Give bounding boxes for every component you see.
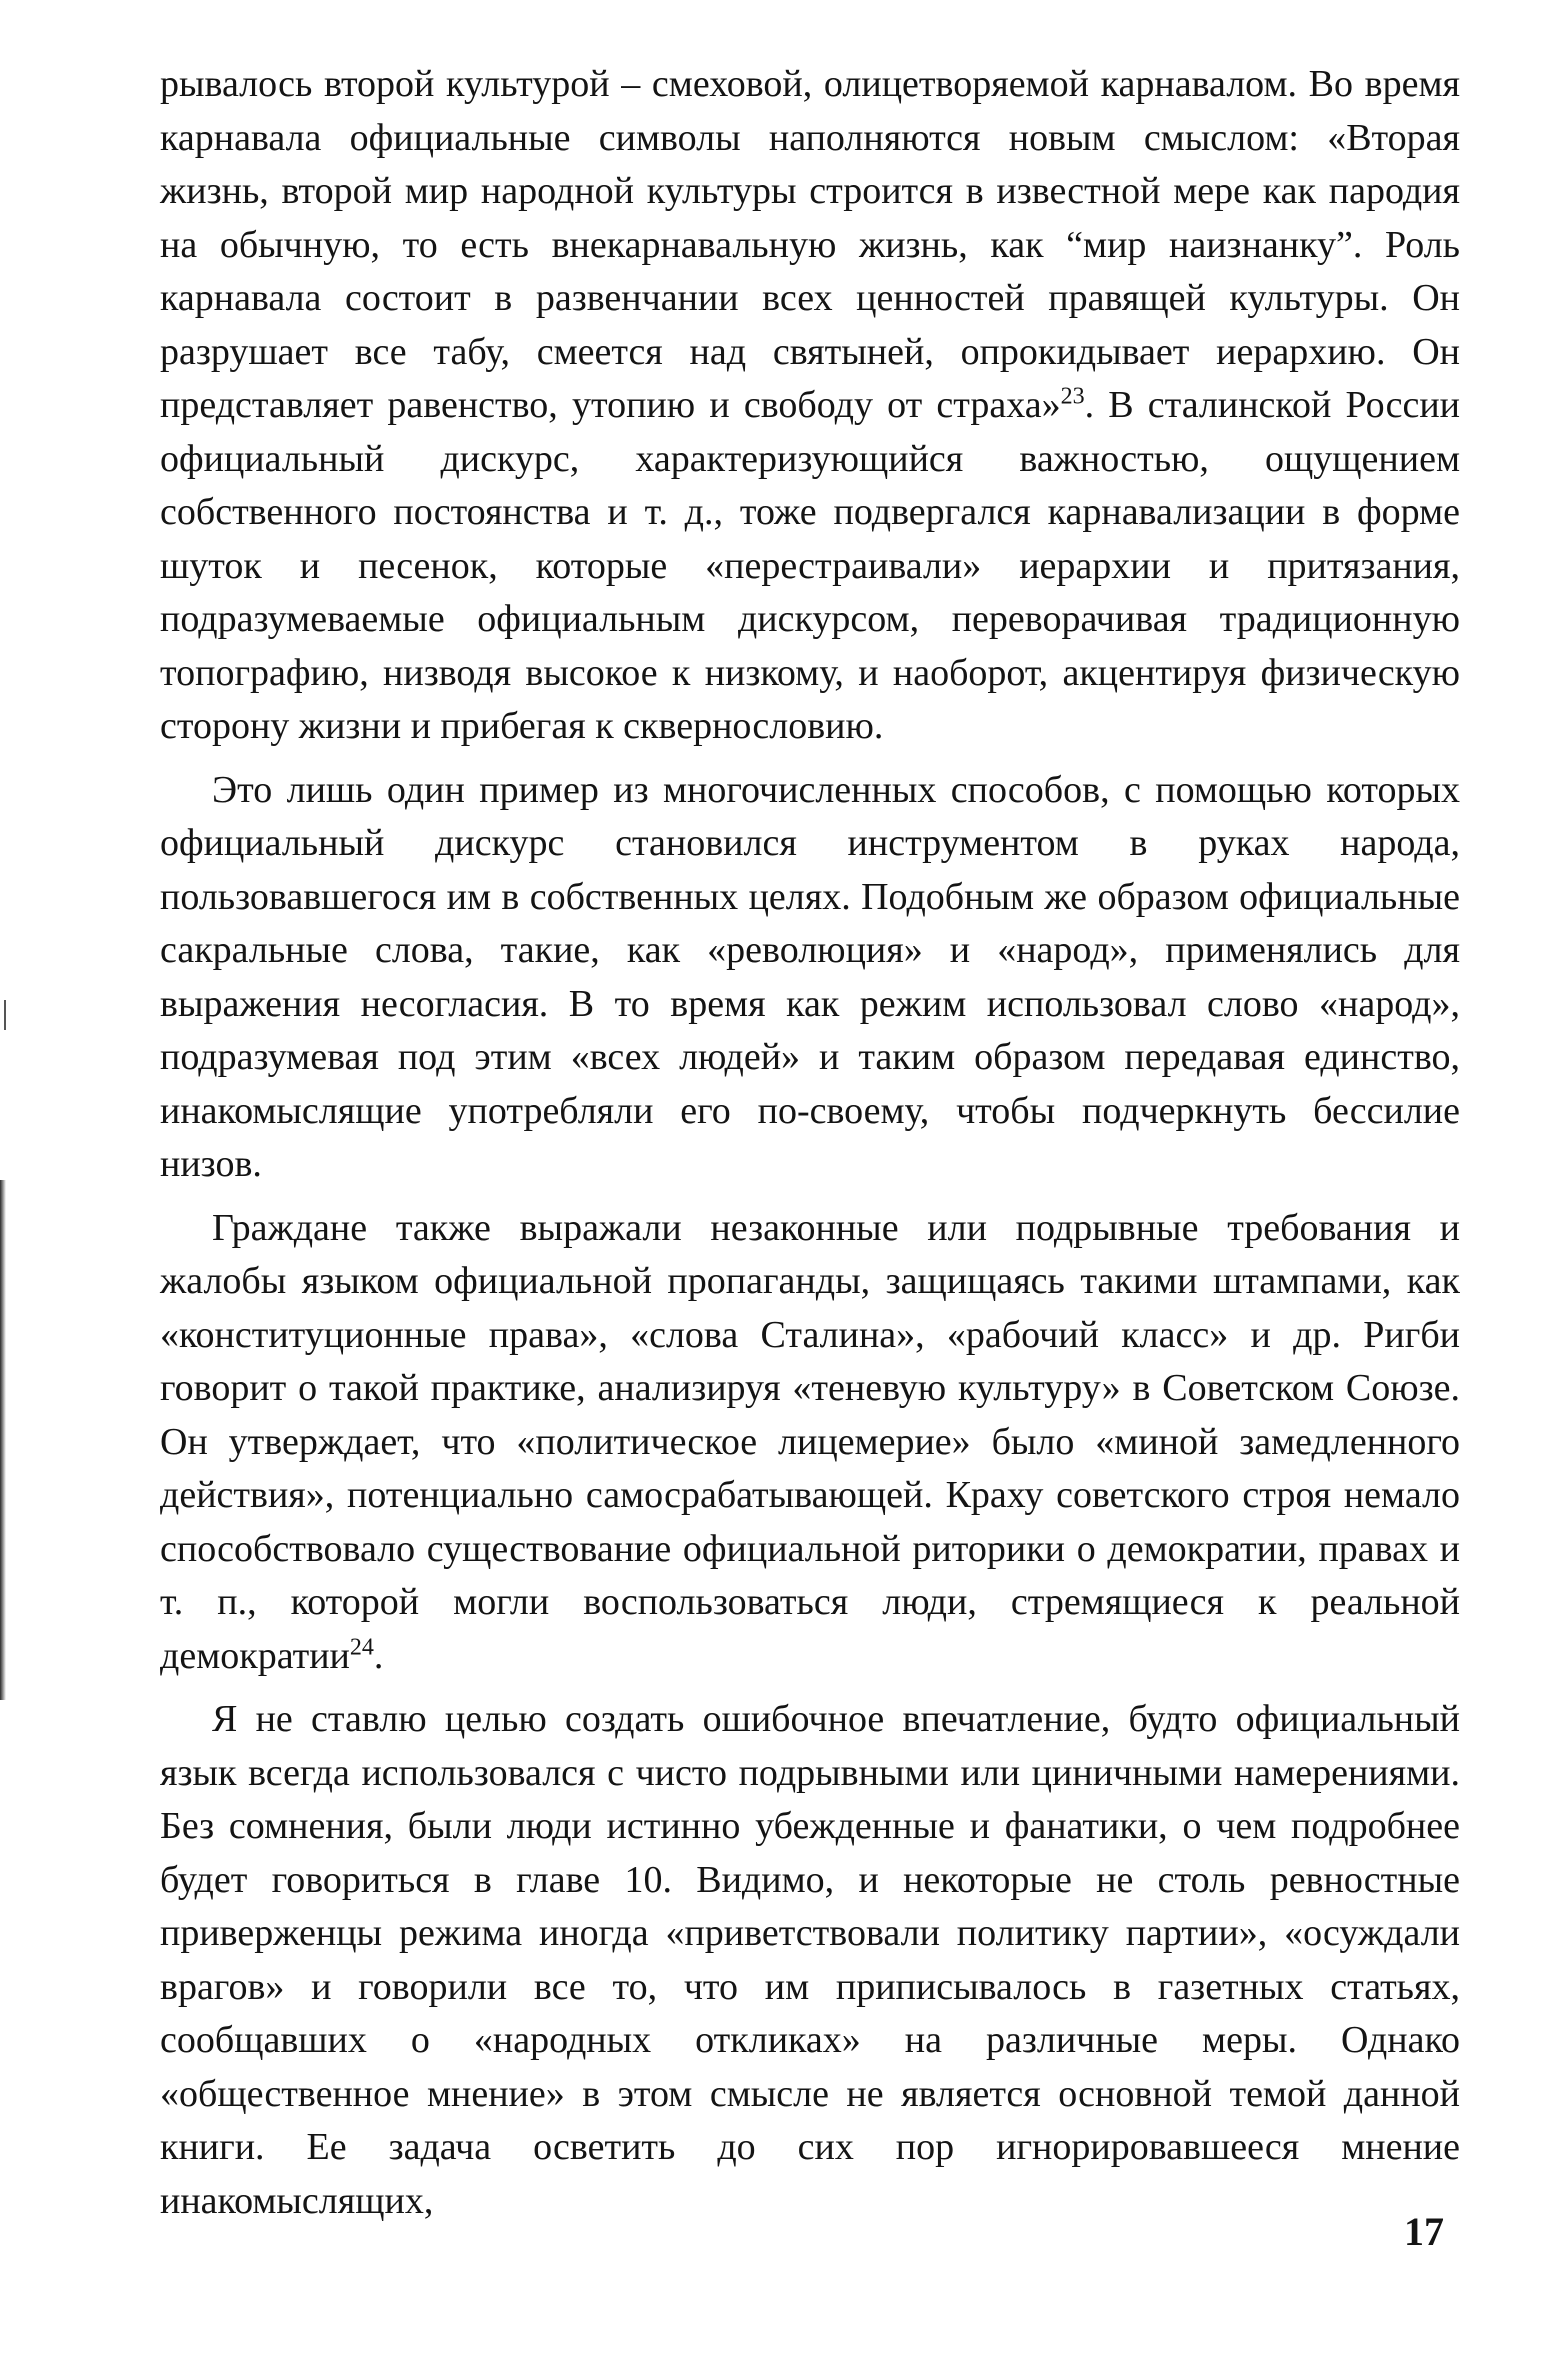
paragraph-3-text-a: Граждане также выражали незаконные или подрывные требования и жалобы языком официальной пропаганды, защищаясь такими штампами, как «конституционные права», «слова Сталина», «рабочий класс» и др. Ригби говорит о такой практике, анализируя «теневую культуру» в Советском Союзе. Он утверждает, что «политическое лицемерие» было «миной замедленного действия», потенциально самосрабатывающей. Краху советского строя немало способствовало существование официальной риторики о демократии, правах и т. п., которой могли воспользоваться люди, стремящиеся к реальной демократии [160,1206,1460,1677]
paragraph-1-text-a: рывалось второй культурой – смеховой, олицетворяемой карнавалом. Во время карнавала официальные символы наполняются новым смыслом: «Вторая жизнь, второй мир народной культуры строится в известной мере как пародия на обычную, то есть внекарнавальную жизнь, как “мир наизнанку”. Роль карнавала состоит в развенчании всех ценностей правящей культуры. Он разрушает все табу, смеется над святыней, опрокидывает иерархию. Он представляет равенство, утопию и свободу от страха» [160,63,1460,426]
scan-edge-shadow [0,1180,6,1700]
page-body [160,58,1460,2238]
footnote-ref-23[interactable]: 23 [1060,383,1085,410]
footnote-ref-24[interactable]: 24 [349,1633,374,1660]
paragraph-3 [160,1202,1460,1684]
paragraph-4-text: Я не ставлю целью создать ошибочное впечатление, будто официальный язык всегда использовался с чисто подрывными или циничными намерениями. Без сомнения, были люди истинно убежденные и фанатики, о чем подробнее будет говориться в главе 10. Видимо, и некоторые не столь ревностные приверженцы режима иногда «приветствовали политику партии», «осуждали врагов» и говорили все то, что им приписывалось в газетных статьях, сообщавших о «народных откликах» на различные меры. Однако «общественное мнение» в этом смысле не является основной темой данной книги. Ее задача осветить до сих пор игнорировавшееся мнение инакомыслящих, [160,1698,1460,2222]
paragraph-1-text-b: . В сталинской России официальный дискурс, характеризующийся важностью, ощущением собственного постоянства и т. д., тоже подвергался карнавализации в форме шуток и песенок, которые «перестраивали» иерархии и притязания, подразумеваемые официальным дискурсом, переворачивая традиционную топографию, низводя высокое к низкому, и наоборот, акцентируя физическую сторону жизни и прибегая к сквернословию. [160,384,1460,747]
page-number: 17 [1404,2209,1444,2254]
paragraph-4 [160,1693,1460,2228]
scan-edge-mark [4,1000,6,1030]
paragraph-2 [160,764,1460,1192]
paragraph-2-text: Это лишь один пример из многочисленных способов, с помощью которых официальный дискурс становился инструментом в руках народа, пользовавшегося им в собственных целях. Подобным же образом официальные сакральные слова, такие, как «революция» и «народ», применялись для выражения несогласия. В то время как режим использовал слово «народ», подразумевая под этим «всех людей» и таким образом передавая единство, инакомыслящие употребляли его по-своему, чтобы подчеркнуть бессилие низов. [160,768,1460,1185]
paragraph-3-text-b: . [373,1634,384,1677]
paragraph-1 [160,58,1460,754]
